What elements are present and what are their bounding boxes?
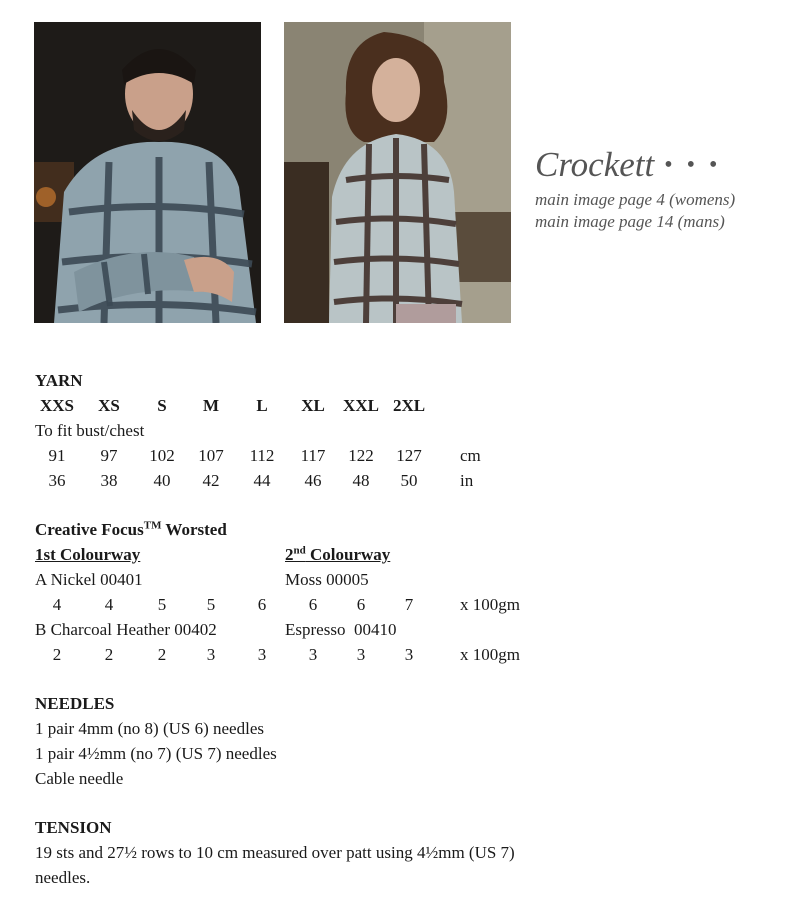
in-value: 46 xyxy=(304,471,322,490)
in-value: 50 xyxy=(400,471,418,490)
needles-line: 1 pair 4mm (no 8) (US 6) needles xyxy=(35,719,264,738)
in-value: 36 xyxy=(48,471,66,490)
difficulty-dots: • • • xyxy=(664,152,722,178)
subtitle-mens: main image page 14 (mans) xyxy=(535,212,725,231)
cm-value: 122 xyxy=(348,446,374,465)
in-value: 42 xyxy=(202,471,220,490)
size-label: S xyxy=(157,396,167,415)
shade-b-2: Espresso 00410 xyxy=(285,620,397,639)
yarn-heading: YARN xyxy=(35,371,83,390)
colourway-headers xyxy=(35,542,755,567)
mens-sweater-illustration xyxy=(34,22,261,323)
trademark: TM xyxy=(143,519,162,532)
needles-line: Cable needle xyxy=(35,769,124,788)
qty-value: 5 xyxy=(206,595,216,614)
qty-value: 6 xyxy=(308,595,318,614)
cm-unit: cm xyxy=(460,446,481,465)
qty-value: 3 xyxy=(404,645,414,664)
shade-a-qty-row xyxy=(35,592,755,617)
in-value: 48 xyxy=(352,471,370,490)
qty-value: 3 xyxy=(356,645,366,664)
size-label: XXS xyxy=(39,396,74,415)
qty-value: 4 xyxy=(104,595,114,614)
size-label: XXL xyxy=(343,396,379,415)
shade-b-1: B Charcoal Heather 00402 xyxy=(35,620,217,639)
qty-value: 4 xyxy=(52,595,62,614)
shade-a-1: A Nickel 00401 xyxy=(35,570,143,589)
qty-unit: x 100gm xyxy=(460,595,520,614)
shade-b-row xyxy=(35,617,755,642)
pattern-name: Crockett xyxy=(535,145,655,184)
pattern-specs xyxy=(35,368,755,890)
colourway-2: 2nd Colourway xyxy=(285,544,391,564)
qty-value: 5 xyxy=(157,595,167,614)
pattern-title-block xyxy=(535,145,735,233)
qty-unit: x 100gm xyxy=(460,645,520,664)
tension-line: needles. xyxy=(35,868,91,887)
size-label: L xyxy=(256,396,268,415)
size-row xyxy=(35,393,755,418)
size-label: XL xyxy=(301,396,325,415)
womens-sweater-illustration xyxy=(284,22,511,323)
cm-value: 112 xyxy=(249,446,275,465)
cm-value: 102 xyxy=(149,446,175,465)
brand-name: Creative Focus xyxy=(35,520,144,539)
in-value: 44 xyxy=(253,471,271,490)
size-label: 2XL xyxy=(392,396,426,415)
qty-value: 2 xyxy=(52,645,62,664)
qty-value: 6 xyxy=(356,595,366,614)
shade-a-2: Moss 00005 xyxy=(285,570,369,589)
in-value: 38 xyxy=(100,471,118,490)
qty-value: 3 xyxy=(206,645,216,664)
model-photo-mens xyxy=(34,22,261,323)
cm-row xyxy=(35,443,755,468)
brand-suffix: Worsted xyxy=(161,520,227,539)
cm-value: 91 xyxy=(48,446,66,465)
needles-line: 1 pair 4½mm (no 7) (US 7) needles xyxy=(35,744,277,763)
qty-value: 2 xyxy=(104,645,114,664)
cm-value: 127 xyxy=(396,446,422,465)
in-unit: in xyxy=(460,471,474,490)
cm-value: 107 xyxy=(198,446,224,465)
tension-heading: TENSION xyxy=(35,818,112,837)
in-value: 40 xyxy=(153,471,171,490)
qty-value: 2 xyxy=(157,645,167,664)
size-label: XS xyxy=(98,396,120,415)
needles-heading: NEEDLES xyxy=(35,694,115,713)
model-photo-womens xyxy=(284,22,511,323)
cm-value: 117 xyxy=(300,446,326,465)
cm-value: 97 xyxy=(100,446,118,465)
qty-value: 3 xyxy=(308,645,318,664)
pattern-title xyxy=(535,145,735,189)
tension-line: 19 sts and 27½ rows to 10 cm measured over patt using 4½mm (US 7) xyxy=(35,843,515,862)
fit-label: To fit bust/chest xyxy=(35,421,145,440)
shade-b-qty-row xyxy=(35,642,755,667)
qty-value: 3 xyxy=(257,645,267,664)
qty-value: 6 xyxy=(257,595,267,614)
size-label: M xyxy=(202,396,220,415)
colourway-1: 1st Colourway xyxy=(35,545,141,564)
yarn-brand xyxy=(35,517,755,542)
in-row xyxy=(35,468,755,493)
qty-value: 7 xyxy=(404,595,414,614)
subtitle-womens: main image page 4 (womens) xyxy=(535,190,736,209)
shade-a-row xyxy=(35,567,755,592)
